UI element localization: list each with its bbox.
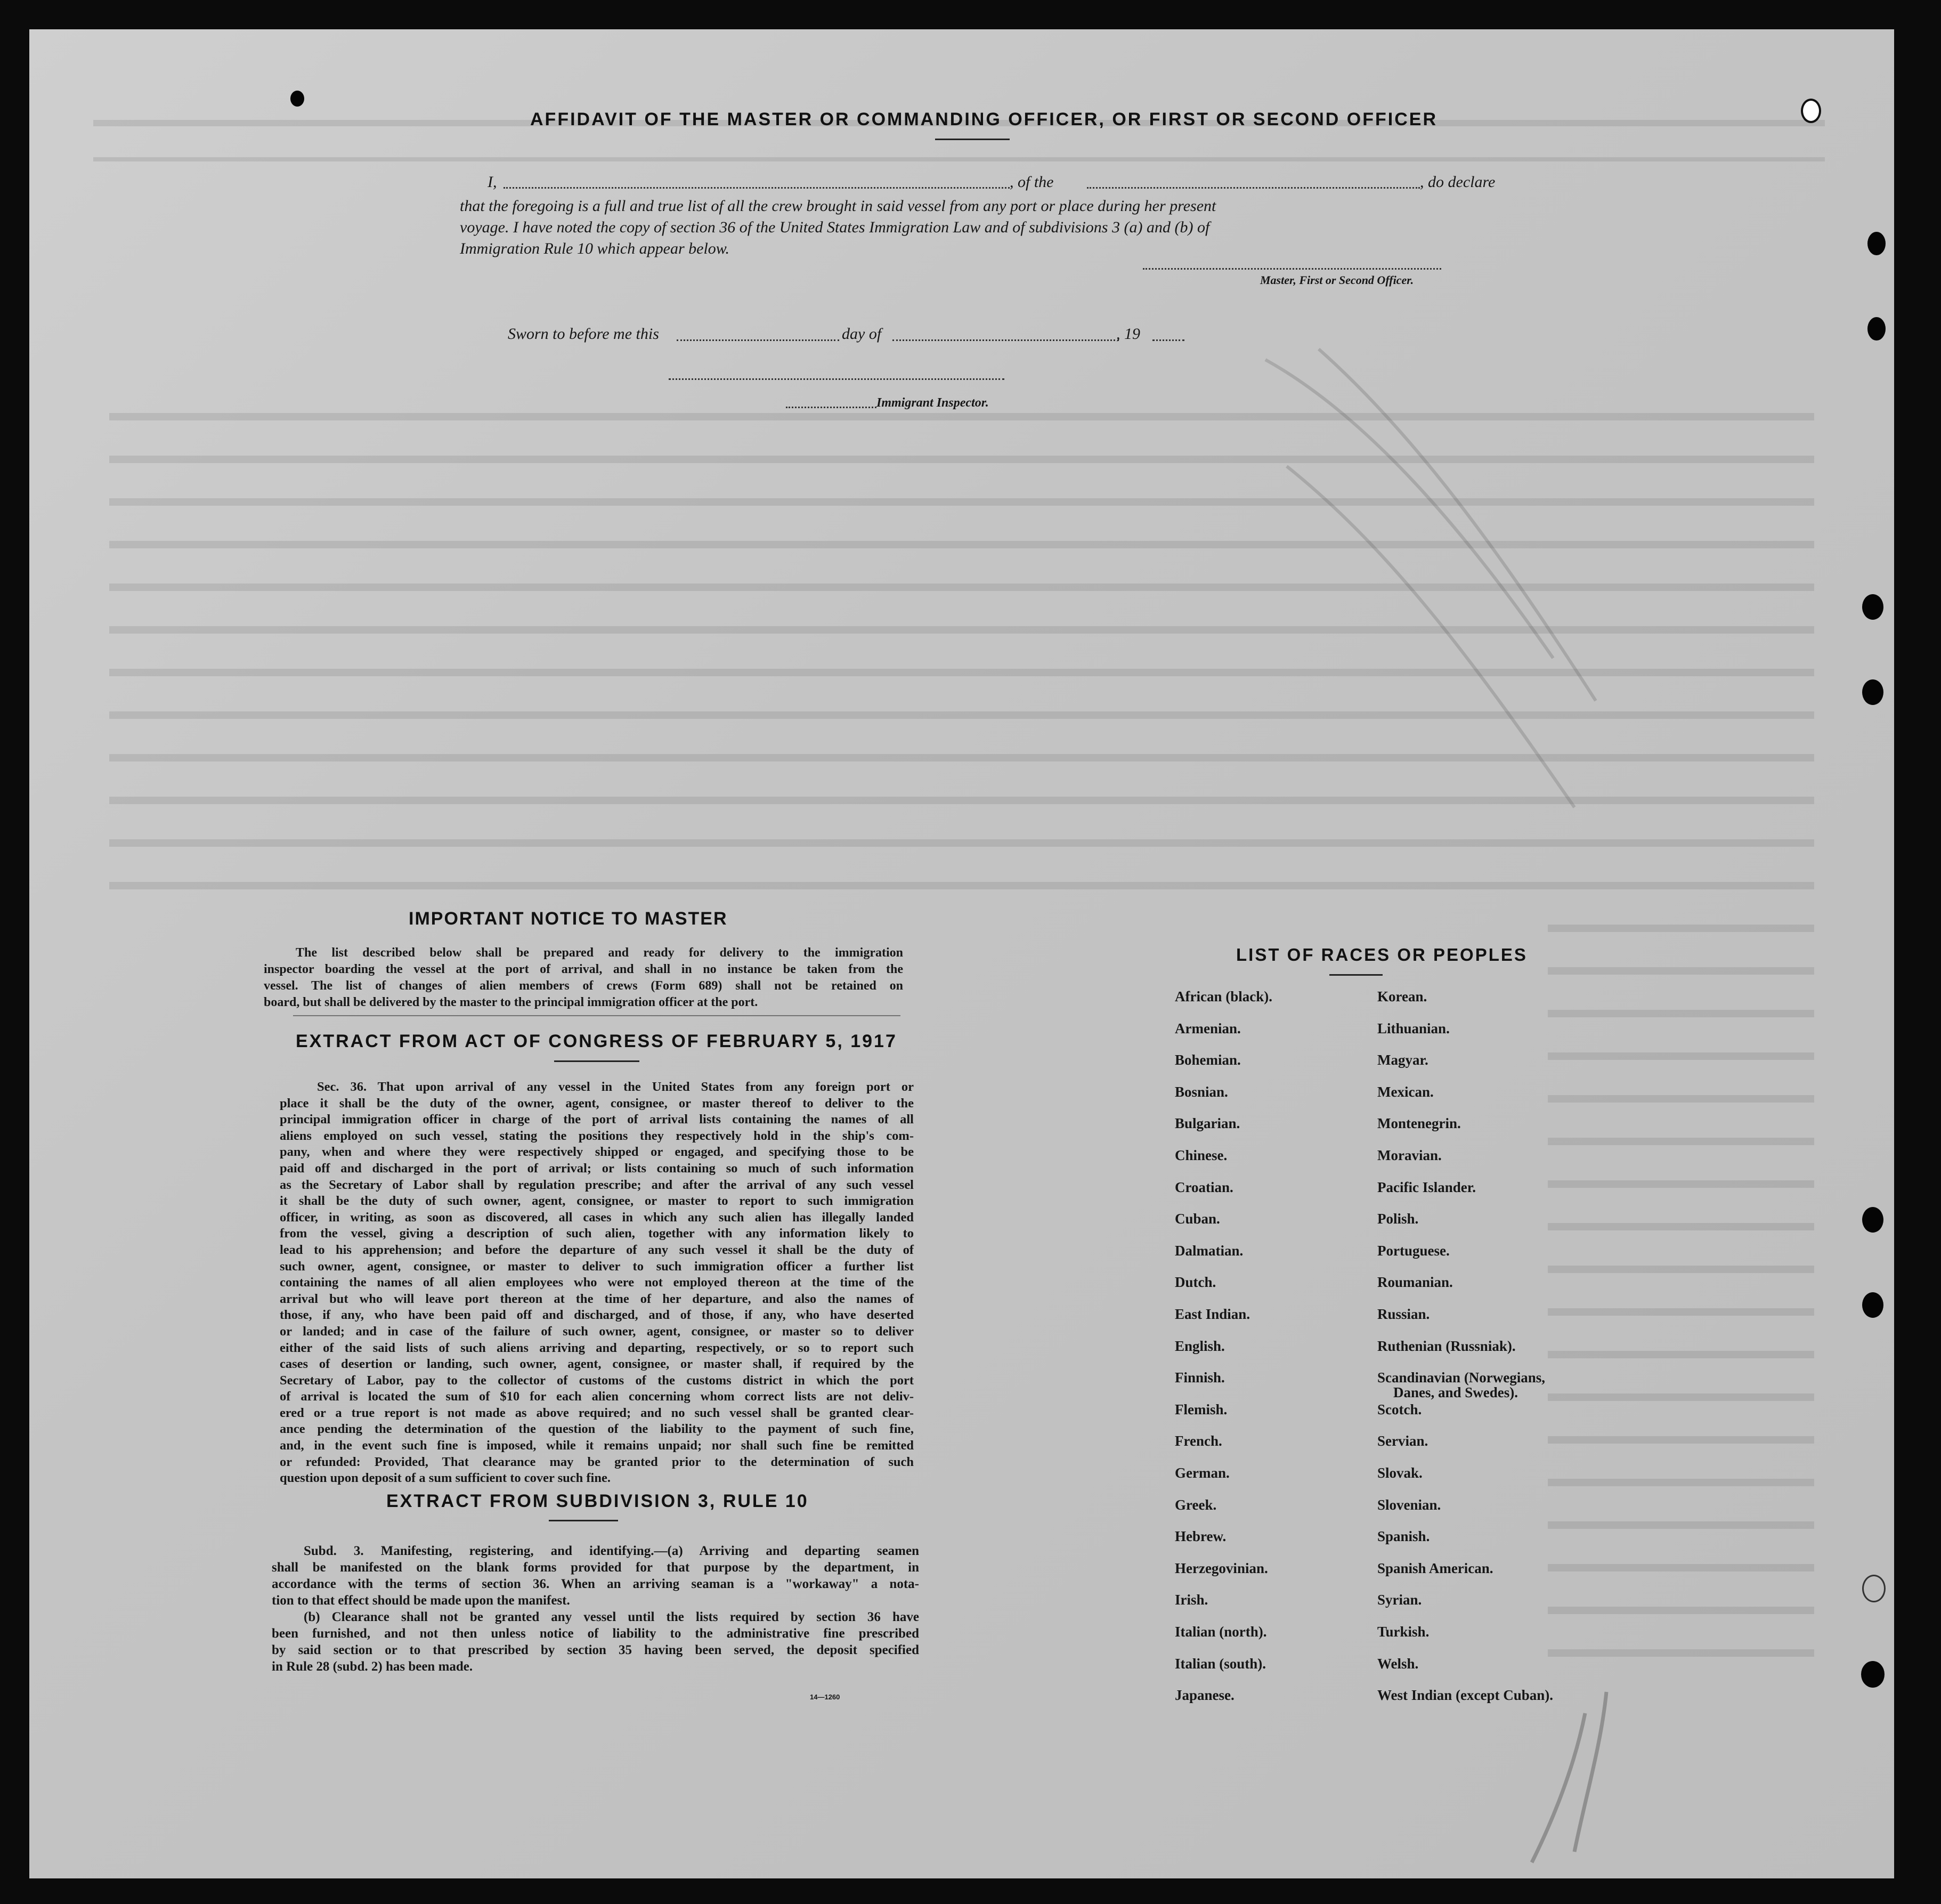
- affidavit-title: AFFIDAVIT OF THE MASTER OR COMMANDING OFFICER, OR FIRST OR SECOND OFFICER: [530, 109, 1438, 129]
- declaration-do-declare: , do declare: [1420, 173, 1496, 191]
- race-item: Korean.: [1377, 989, 1427, 1004]
- race-item: Syrian.: [1377, 1592, 1422, 1608]
- act-extract-line: it shall be the duty of such owner, agent, consignee, or master to report to such immigration: [280, 1194, 914, 1209]
- sworn-day-of: day of: [842, 325, 882, 343]
- act-extract-line: ered or a true report is not made as above required; and no such vessel shall be granted clear-: [280, 1405, 914, 1420]
- vessel-blank[interactable]: [1087, 187, 1420, 189]
- notice-title: IMPORTANT NOTICE TO MASTER: [409, 909, 728, 929]
- race-item: Dalmatian.: [1175, 1242, 1244, 1259]
- rule-extract-line: Subd. 3. Manifesting, registering, and identifying.—(a) Arriving and departing seamen: [304, 1544, 919, 1558]
- race-item: German.: [1175, 1465, 1230, 1481]
- race-item: Italian (north).: [1175, 1624, 1267, 1640]
- race-item: Spanish American.: [1377, 1560, 1493, 1576]
- form-number: 14—1260: [810, 1693, 840, 1701]
- act-extract-line: arrival but who will leave port thereon at the time of her departure, and also the names of: [280, 1291, 914, 1306]
- race-item: Spanish.: [1377, 1528, 1430, 1545]
- act-extract-line: from the vessel, giving a description of such alien, together with any information likely to: [280, 1226, 914, 1241]
- act-extract-line: either of the said lists of such aliens arriving and departing, respectively, or so to report such: [280, 1340, 914, 1355]
- title-underline: [935, 139, 1010, 140]
- race-item: Herzegovinian.: [1175, 1560, 1268, 1576]
- race-item: Slovenian.: [1377, 1496, 1441, 1513]
- act-title-underline: [554, 1060, 639, 1062]
- act-extract-line: such owner, agent, consignee, or master to deliver to such immigration officer a further list: [280, 1259, 914, 1274]
- race-item: Mexican.: [1377, 1083, 1434, 1100]
- rule-extract-line: in Rule 28 (subd. 2) has been made.: [272, 1659, 473, 1674]
- race-item: Pacific Islander.: [1377, 1179, 1476, 1195]
- race-item: Ruthenian (Russniak).: [1377, 1338, 1516, 1354]
- rule-extract-line: shall be manifested on the blank forms provided for that purpose by the department, in: [272, 1560, 919, 1575]
- signature-blank[interactable]: [1143, 268, 1441, 270]
- act-extract-line: question upon deposit of a sum sufficient to cover such fine.: [280, 1471, 611, 1486]
- notice-divider: [293, 1015, 900, 1016]
- act-extract-line: place it shall be the duty of the owner, agent, consignee, or master thereof to deliver to the: [280, 1096, 914, 1111]
- act-extract-line: paid off and discharged in the port of arrival; or lists containing so much of such information: [280, 1161, 914, 1176]
- rule-extract-line: by said section or to that prescribed by section 35 having been served, the deposit specified: [272, 1643, 919, 1657]
- race-item: Montenegrin.: [1377, 1115, 1461, 1132]
- punch-hole: [1861, 1661, 1885, 1688]
- race-item: Bulgarian.: [1175, 1115, 1240, 1132]
- act-extract-line: containing the names of all alien employees who were not employed thereon at the time of the: [280, 1275, 914, 1290]
- race-item: Scandinavian (Norwegians,: [1377, 1370, 1546, 1386]
- race-item: Japanese.: [1175, 1687, 1235, 1704]
- notice-line: The list described below shall be prepared and ready for delivery to the immigration: [296, 946, 903, 960]
- punch-hole: [1862, 1292, 1883, 1318]
- year-blank[interactable]: [1152, 339, 1184, 341]
- race-item: Cuban.: [1175, 1211, 1220, 1227]
- notice-line: board, but shall be delivered by the master to the principal immigration officer at the port.: [264, 995, 758, 1009]
- race-item: Flemish.: [1175, 1401, 1228, 1417]
- notice-line: vessel. The list of changes of alien members of crews (Form 689) shall not be retained on: [264, 979, 903, 993]
- race-item: Bohemian.: [1175, 1052, 1241, 1068]
- punch-hole: [1862, 1207, 1883, 1233]
- race-item: West Indian (except Cuban).: [1377, 1687, 1554, 1704]
- race-item: Moravian.: [1377, 1147, 1442, 1163]
- rule-extract-line: (b) Clearance shall not be granted any vessel until the lists required by section 36 have: [304, 1610, 919, 1624]
- race-item: Russian.: [1377, 1306, 1430, 1322]
- sworn-year: , 19: [1116, 325, 1140, 343]
- race-item: English.: [1175, 1338, 1225, 1354]
- race-item: Roumanian.: [1377, 1274, 1453, 1291]
- punch-hole: [290, 91, 304, 107]
- race-item: Magyar.: [1377, 1052, 1428, 1068]
- act-extract-line: lead to his apprehension; and before the departure of any such vessel it shall be the duty of: [280, 1242, 914, 1257]
- act-extract-line: ance pending the determination of the question of the liability to the payment of such fine,: [280, 1422, 914, 1437]
- act-extract-line: principal immigration officer in charge of the port of arrival lists containing the names of all: [280, 1112, 914, 1127]
- race-item: Portuguese.: [1377, 1242, 1450, 1259]
- punch-hole: [1867, 317, 1886, 341]
- races-title: LIST OF RACES OR PEOPLES: [1236, 945, 1528, 965]
- race-item: Lithuanian.: [1377, 1020, 1450, 1036]
- race-item: East Indian.: [1175, 1306, 1250, 1322]
- declaration-of-the: , of the: [1010, 173, 1054, 191]
- act-extract-line: those, if any, who have been paid off and discharged, and of those, if any, who have deserted: [280, 1308, 914, 1323]
- punch-hole: [1862, 1575, 1886, 1602]
- race-item: Danes, and Swedes).: [1393, 1384, 1518, 1401]
- name-blank[interactable]: [503, 187, 1010, 189]
- act-extract-line: aliens employed on such vessel, stating the positions they respectively hold in the ship's com-: [280, 1128, 914, 1143]
- sworn-before: Sworn to before me this: [508, 325, 659, 343]
- declaration-i: I,: [488, 173, 497, 191]
- race-item: Chinese.: [1175, 1147, 1228, 1163]
- act-extract-line: Sec. 36. That upon arrival of any vessel in the United States from any foreign port or: [317, 1080, 914, 1094]
- rule-extract-line: been furnished, and not then unless notice of liability to the administrative fine prescribed: [272, 1626, 919, 1641]
- signature-label: Master, First or Second Officer.: [1260, 273, 1414, 287]
- race-item: Greek.: [1175, 1496, 1217, 1513]
- race-item: Slovak.: [1377, 1465, 1423, 1481]
- punch-hole: [1867, 232, 1886, 255]
- race-item: Bosnian.: [1175, 1083, 1228, 1100]
- punch-hole: [1862, 679, 1883, 705]
- notice-body: [264, 945, 903, 1011]
- rule-extract-title: EXTRACT FROM SUBDIVISION 3, RULE 10: [386, 1491, 809, 1511]
- rule-extract-body: [272, 1543, 919, 1675]
- document-page: [29, 29, 1894, 1878]
- punch-hole: [1801, 99, 1821, 123]
- race-item: Irish.: [1175, 1592, 1208, 1608]
- race-item: African (black).: [1175, 989, 1272, 1004]
- race-item: Dutch.: [1175, 1274, 1216, 1291]
- race-item: Armenian.: [1175, 1020, 1241, 1036]
- act-extract-line: pany, when and where they were respectively shipped or engaged, and specifying those to be: [280, 1145, 914, 1160]
- punch-hole: [1862, 594, 1883, 620]
- act-extract-line: of arrival is located the sum of $10 for each alien concerning whom correct lists are not deliv-: [280, 1389, 914, 1404]
- inspector-label: Immigrant Inspector.: [876, 396, 989, 410]
- notice-line: inspector boarding the vessel at the port of arrival, and shall in no instance be taken from the: [264, 962, 903, 976]
- act-extract-title: EXTRACT FROM ACT OF CONGRESS OF FEBRUARY 5, 1917: [296, 1031, 897, 1051]
- declaration-body-3: Immigration Rule 10 which appear below.: [460, 240, 730, 257]
- month-blank[interactable]: [892, 339, 1119, 341]
- race-item: Servian.: [1377, 1433, 1428, 1449]
- declaration-body-2: voyage. I have noted the copy of section 36 of the United States Immigration Law and of subdivisions 3 (a) and (b) of: [460, 218, 1210, 236]
- act-extract-body: [280, 1079, 914, 1487]
- race-item: Polish.: [1377, 1211, 1419, 1227]
- rule-title-underline: [549, 1520, 618, 1521]
- act-extract-line: officer, in writing, as soon as discovered, all cases in which any such alien has illegally landed: [280, 1210, 914, 1225]
- inspector-name-blank[interactable]: [786, 407, 876, 408]
- day-blank[interactable]: [677, 339, 839, 341]
- act-extract-line: Secretary of Labor, pay to the collector of customs of the customs district in which the port: [280, 1373, 914, 1388]
- inspector-signature-blank[interactable]: [669, 378, 1004, 380]
- race-item: Croatian.: [1175, 1179, 1233, 1195]
- race-item: Scotch.: [1377, 1401, 1422, 1417]
- pencil-marks: [1255, 328, 1628, 1873]
- race-item: Turkish.: [1377, 1624, 1430, 1640]
- act-extract-line: as the Secretary of Labor shall by regulation prescribe; and after the arrival of any such vessel: [280, 1177, 914, 1192]
- act-extract-line: and, in the event such fine is imposed, while it remains unpaid; nor shall such fine be remitted: [280, 1438, 914, 1453]
- race-item: Finnish.: [1175, 1370, 1225, 1386]
- race-item: Welsh.: [1377, 1655, 1419, 1672]
- act-extract-line: or refunded: Provided, That clearance may be granted prior to the determination of such: [280, 1454, 914, 1469]
- race-item: French.: [1175, 1433, 1222, 1449]
- declaration-body-1: that the foregoing is a full and true list of all the crew brought in said vessel from any port or place during her present: [460, 197, 1216, 215]
- race-item: Hebrew.: [1175, 1528, 1227, 1545]
- race-item: Italian (south).: [1175, 1655, 1266, 1672]
- races-title-underline: [1329, 974, 1383, 976]
- rule-extract-line: accordance with the terms of section 36. When an arriving seaman is a "workaway" a nota-: [272, 1577, 919, 1591]
- act-extract-line: or landed; and in case of the failure of such owner, agent, consignee, or master so to deliver: [280, 1324, 914, 1339]
- rule-extract-line: tion to that effect should be made upon the manifest.: [272, 1593, 570, 1608]
- act-extract-line: cases of desertion or landing, such owner, agent, consignee, or master shall, if required by the: [280, 1357, 914, 1372]
